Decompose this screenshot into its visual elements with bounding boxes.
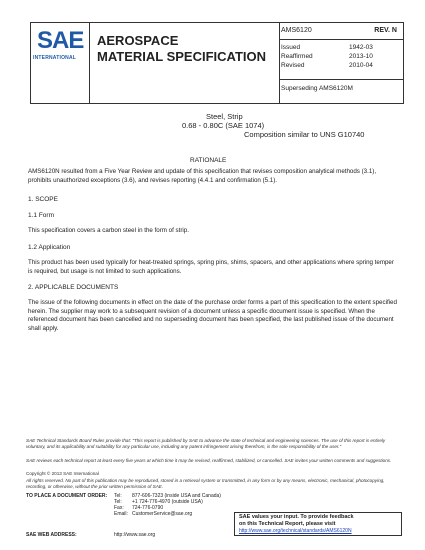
rationale-text: AMS6120N resulted from a Five Year Review and update of this specification that revises composition analytical methods (3.1), prohibits unauthorized exceptions (3.6), and revises reporting (4.4.1 and confirmation (5.1). bbox=[28, 168, 377, 184]
meta-key: Reaffirmed bbox=[281, 53, 313, 60]
divider bbox=[279, 39, 403, 40]
divider bbox=[279, 79, 403, 80]
section-form-heading: 1.1 Form bbox=[28, 212, 55, 219]
web-address-link[interactable]: http://www.sae.org bbox=[114, 532, 156, 538]
web-address-label: SAE WEB ADDRESS: bbox=[26, 532, 77, 538]
header-title-line2: MATERIAL SPECIFICATION bbox=[97, 49, 266, 64]
meta-value: 2013-10 bbox=[349, 53, 373, 60]
footer-copyright: Copyright © 2013 SAE International bbox=[26, 471, 99, 476]
doc-title-line3: Composition similar to UNS G10740 bbox=[244, 130, 365, 139]
feedback-box bbox=[234, 512, 402, 536]
order-email-link[interactable]: CustomerService@sae.org bbox=[132, 511, 193, 517]
section-form-text: This specification covers a carbon steel in the form of strip. bbox=[28, 227, 189, 234]
sae-logo: SAE bbox=[37, 27, 84, 54]
header-title-line1: AEROSPACE bbox=[97, 33, 179, 48]
title-cell bbox=[89, 23, 280, 103]
section-scope-heading: 1. SCOPE bbox=[28, 196, 58, 203]
doc-number: AMS6120 bbox=[281, 27, 312, 34]
order-tel-value: 877-606-7323 (inside USA and Canada) bbox=[132, 493, 221, 499]
order-email-label: Email: bbox=[114, 511, 128, 517]
feedback-link[interactable]: http://www.sae.org/technical/standards/AMS6120N bbox=[239, 528, 352, 534]
footer-rights: All rights reserved. No part of this publication may be reproduced, stored in a retrieval system or transmitted, in any form or by any means, electronic, mechanical, photocopying, recording, or otherwise, without the prior written permission of SAE. bbox=[26, 478, 385, 489]
doc-title-line2: 0.68 - 0.80C (SAE 1074) bbox=[182, 121, 265, 130]
section-application-heading: 1.2 Application bbox=[28, 244, 71, 251]
section-documents-text: The issue of the following documents in effect on the date of the purchase order forms a part of this specification to the extent specified herein. The supplier may work to a subsequent revision of a document unless a specific document issue is specified. When the referenced document has been cancelled and no superseding document has been specified, the last published issue of the document shall apply. bbox=[28, 299, 397, 332]
sae-logo-subtext: INTERNATIONAL bbox=[33, 55, 77, 61]
meta-value: 1942-03 bbox=[349, 44, 373, 51]
order-tel2-label: Tel: bbox=[114, 499, 122, 505]
feedback-line1: SAE values your input. To provide feedback bbox=[239, 514, 354, 520]
order-tel-label: Tel: bbox=[114, 493, 122, 499]
feedback-line2: on this Technical Report, please visit bbox=[239, 521, 336, 527]
doc-title-line1: Steel, Strip bbox=[206, 112, 243, 121]
revision-label: REV. N bbox=[374, 27, 397, 34]
meta-key: Revised bbox=[281, 62, 305, 69]
section-documents-heading: 2. APPLICABLE DOCUMENTS bbox=[28, 284, 119, 291]
meta-key: Issued bbox=[281, 44, 301, 51]
logo-cell bbox=[31, 23, 90, 103]
order-fax-label: Fax: bbox=[114, 505, 124, 511]
superseding-text: Superseding AMS6120M bbox=[281, 85, 353, 92]
document-header bbox=[30, 22, 404, 104]
footer-disclaimer: SAE Technical Standards Board Rules provide that: "This report is published by SAE to advance the state of technical and engineering sciences. The use of this report is entirely voluntary, and its applicability and suitability for any particular use, including any patent infringement arising therefrom, is the sole responsibility of the user." bbox=[26, 438, 386, 449]
footer-review-note: SAE reviews each technical report at least every five years at which time it may be revised, reaffirmed, stabilized, or cancelled. SAE invites your written comments and suggestions. bbox=[26, 458, 392, 463]
order-fax-value: 724-776-0790 bbox=[132, 505, 164, 511]
order-tel2-value: +1 724-776-4970 (outside USA) bbox=[132, 499, 203, 505]
section-application-text: This product has been used typically for heat-treated springs, spring pins, shims, spacers, and other applications where spring temper is required, but usage is not limited to such applications. bbox=[28, 259, 394, 275]
rationale-heading: RATIONALE bbox=[190, 157, 227, 164]
doc-info-cell bbox=[279, 23, 403, 103]
meta-value: 2010-04 bbox=[349, 62, 373, 69]
order-label: TO PLACE A DOCUMENT ORDER: bbox=[26, 493, 108, 499]
